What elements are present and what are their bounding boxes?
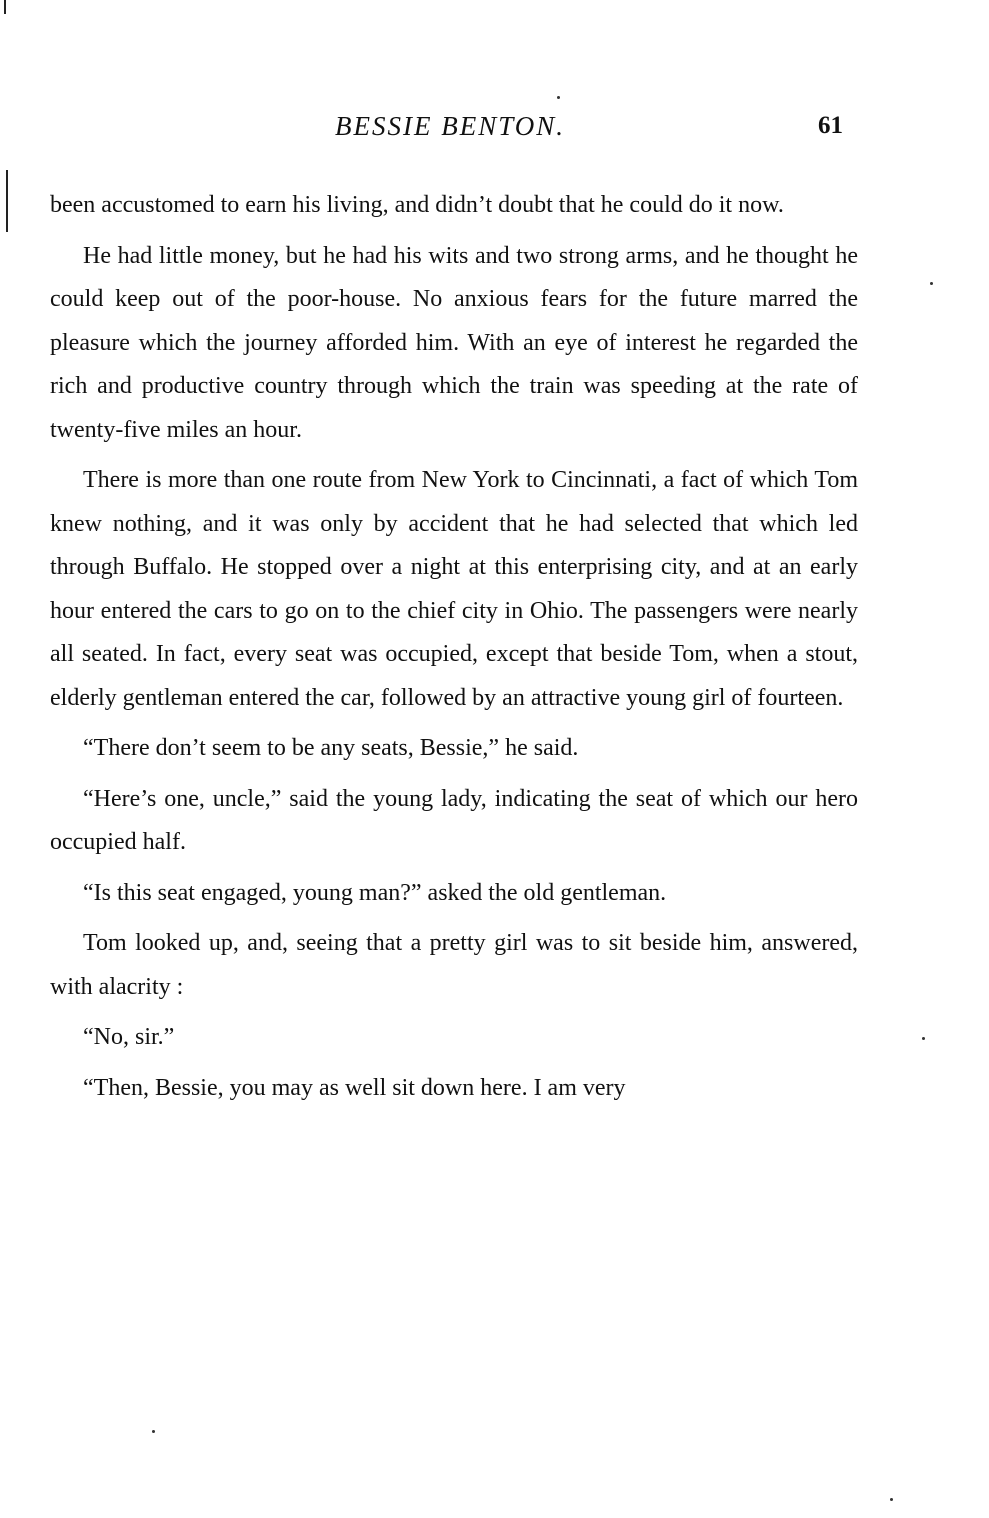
scan-edge-mark-left bbox=[6, 170, 8, 232]
page-number: 61 bbox=[818, 112, 843, 139]
paragraph: “Is this seat engaged, young man?” asked the old gentleman. bbox=[83, 879, 667, 906]
paragraph: “There don’t seem to be any seats, Bessie,” he said. bbox=[83, 735, 579, 761]
scan-speck bbox=[922, 1037, 925, 1040]
running-head bbox=[0, 106, 989, 146]
scan-speck bbox=[152, 1430, 155, 1433]
paragraph: There is more than one route from New York to Cincinnati, a fact of which Tom knew nothing, and it was only by accident that he had selected that which led through Buffalo. He stopped over a night at this enterprising city, and at an early hour entered the cars to go on to the chief city in Ohio. The passengers were nearly all seated. In fact, every seat was occupied, except that beside Tom, when a stout, elderly gentleman entered the car, followed by an attractive young girl of fourteen. bbox=[50, 467, 858, 711]
running-title: BESSIE BENTON. bbox=[335, 111, 565, 141]
paragraph: He had little money, but he had his wits and two strong arms, and he thought he could keep out of the poor-house. No anxious fears for the future marred the pleasure which the journey afforded him. With an eye of interest he regarded the rich and productive country through which the train was speeding at the rate of twenty-five miles an hour. bbox=[50, 242, 858, 443]
text-body bbox=[50, 184, 858, 1110]
scan-speck bbox=[557, 96, 560, 99]
scan-speck bbox=[930, 282, 933, 285]
paragraph: Tom looked up, and, seeing that a pretty girl was to sit beside him, answered, with alacrity : bbox=[50, 930, 858, 1000]
paragraph: “Here’s one, uncle,” said the young lady, indicating the seat of which our hero occupied half. bbox=[50, 785, 858, 855]
paragraph: “No, sir.” bbox=[83, 1024, 175, 1050]
paragraph: been accustomed to earn his living, and didn’t doubt that he could do it now. bbox=[50, 192, 784, 218]
scan-edge-mark-top bbox=[4, 0, 6, 14]
scan-speck bbox=[890, 1498, 893, 1501]
paragraph: “Then, Bessie, you may as well sit down here. I am very bbox=[83, 1074, 626, 1101]
